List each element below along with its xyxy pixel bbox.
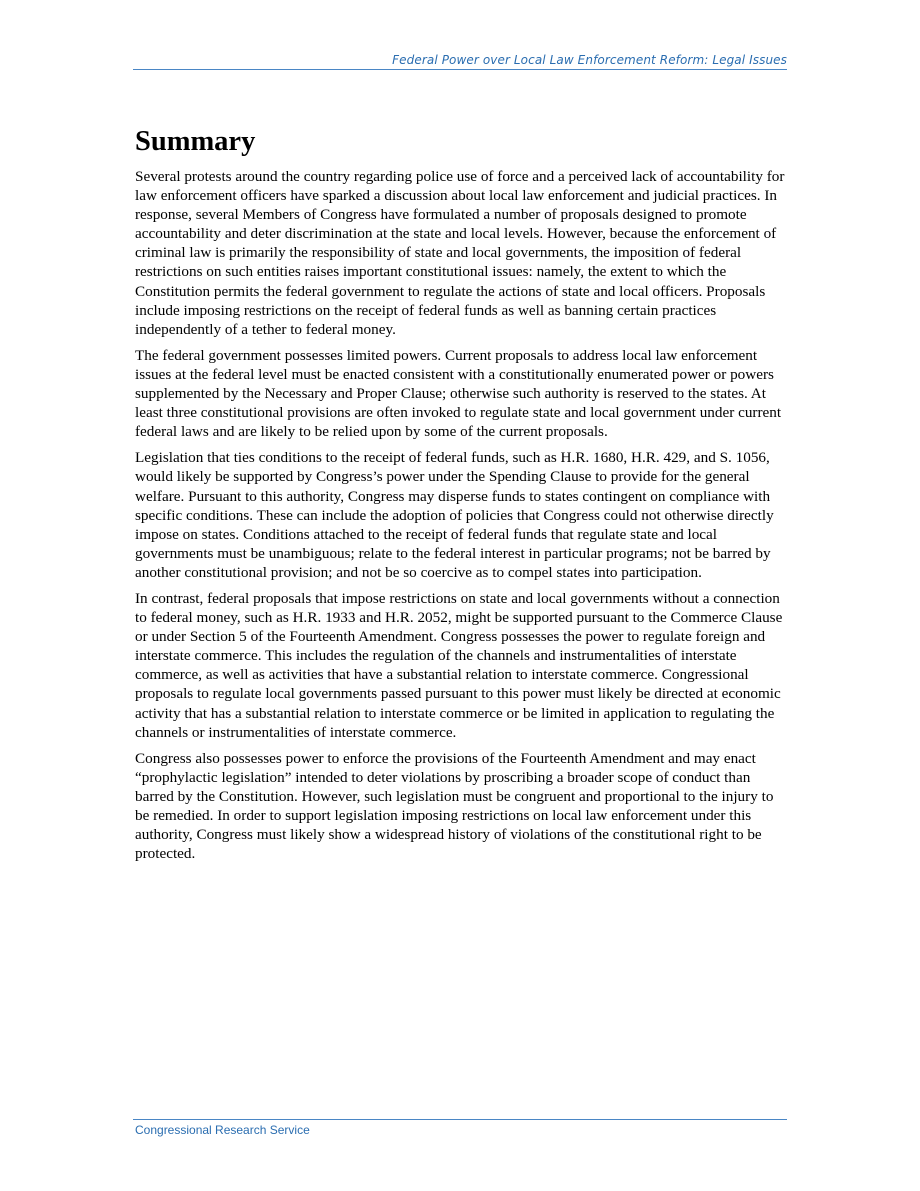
summary-paragraph-3: Legislation that ties conditions to the receipt of federal funds, such as H.R. 1680, H.R. 429, and S. 1056, would likely be supported by Congress’s power under the Spending Clause to provide for the general welfare. Pursuant to this authority, Congress may disperse funds to states contingent on compliance with specific conditions. These can include the adoption of policies that Congress could not otherwise directly impose on states. Conditions attached to the receipt of federal funds that regulate state and local governments must be unambiguous; relate to the federal interest in particular programs; not be barred by another constitutional provision; and not be so coercive as to compel states into participation.	[135, 449, 774, 581]
summary-section	[135, 124, 787, 870]
summary-paragraph-2: The federal government possesses limited powers. Current proposals to address local law enforcement issues at the federal level must be enacted consistent with a constitutionally enumerated power or powers supplemented by the Necessary and Proper Clause; otherwise such authority is reserved to the states. At least three constitutional provisions are often invoked to regulate state and local government under current federal laws and are likely to be relied upon by some of the current proposals.	[135, 346, 782, 441]
footer-divider	[133, 1119, 787, 1120]
summary-paragraph-4: In contrast, federal proposals that impose restrictions on state and local governments without a connection to federal money, such as H.R. 1933 and H.R. 2052, might be supported pursuant to the Commerce Clause or under Section 5 of the Fourteenth Amendment. Congress possesses the power to regulate foreign and interstate commerce. This includes the regulation of the channels and instrumentalities of interstate commerce, as well as activities that have a substantial relation to interstate commerce. Congressional proposals to regulate local governments passed pursuant to this power must likely be directed at economic activity that has a substantial relation to interstate commerce or be limited in application to regulating the channels or instrumentalities of interstate commerce.	[135, 589, 783, 741]
header-divider	[133, 69, 787, 70]
running-header-title: Federal Power over Local Law Enforcement Reform: Legal Issues	[392, 53, 787, 67]
summary-paragraph-5: Congress also possesses power to enforce the provisions of the Fourteenth Amendment and may enact “prophylactic legislation” intended to deter violations by proscribing a broader scope of conduct than barred by the Constitution. However, such legislation must be congruent and proportional to the injury to be remedied. In order to support legislation imposing restrictions on local law enforcement under this authority, Congress must likely show a widespread history of violations of the constitutional right to be protected.	[135, 749, 774, 863]
section-heading: Summary	[135, 126, 256, 157]
summary-paragraph-1: Several protests around the country regarding police use of force and a perceived lack of accountability for law enforcement officers have sparked a discussion about local law enforcement and judicial practices. In response, several Members of Congress have formulated a number of proposals designed to promote accountability and deter discrimination at the state and local levels. However, because the enforcement of criminal law is primarily the responsibility of state and local governments, the imposition of federal restrictions on such entities raises important constitutional issues: namely, the extent to which the Constitution permits the federal government to regulate the actions of state and local officers. Proposals include imposing restrictions on the receipt of federal funds as well as banning certain practices independently of a tether to federal money.	[135, 168, 785, 338]
footer-organization: Congressional Research Service	[135, 1123, 310, 1137]
